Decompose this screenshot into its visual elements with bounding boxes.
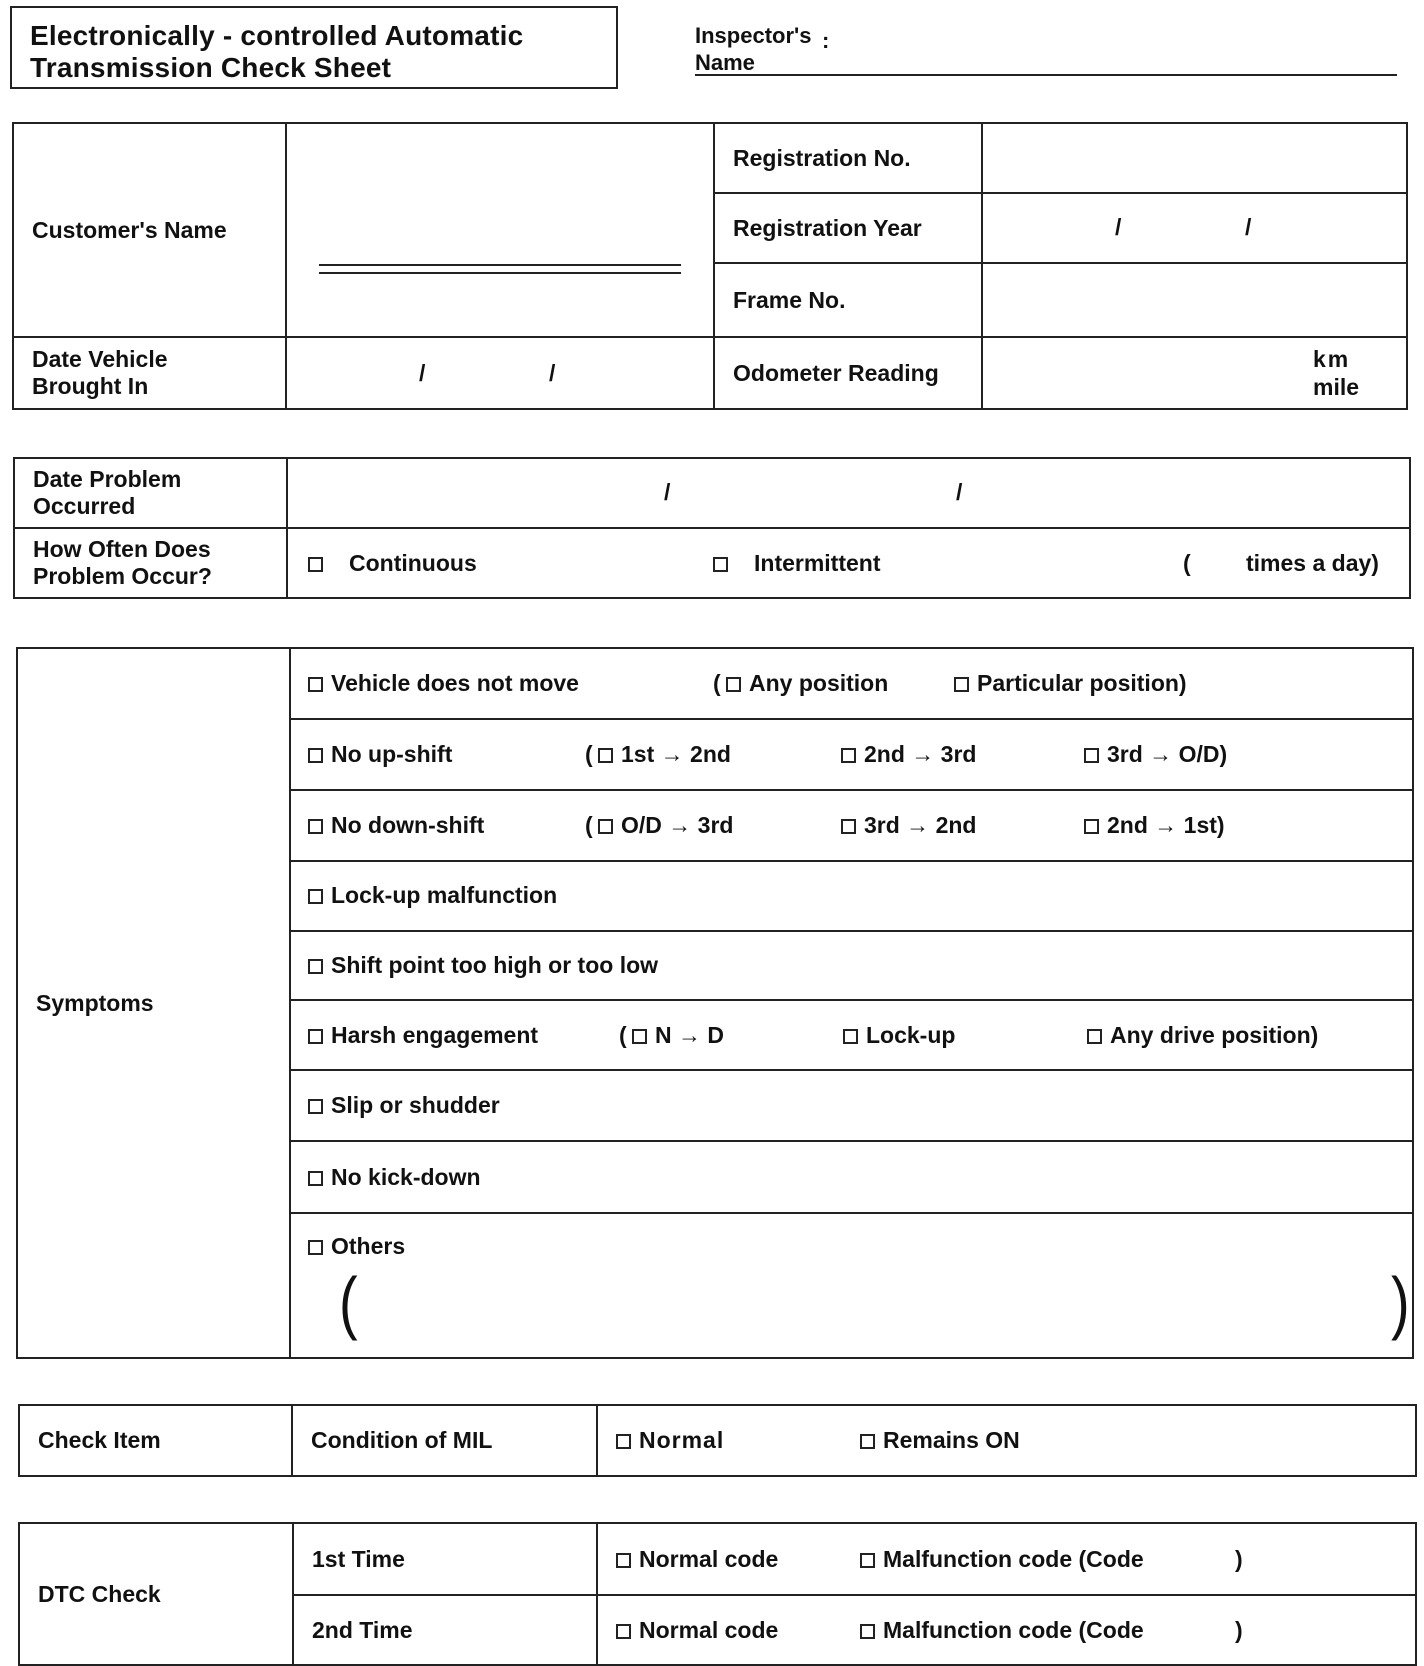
- checkbox[interactable]: [616, 1624, 631, 1639]
- problem-table: [13, 457, 1411, 599]
- option-label: 3rd → 2nd: [864, 812, 977, 838]
- page-title: [30, 20, 523, 84]
- option-1st-2nd[interactable]: [598, 741, 731, 768]
- dtc-second-options: [597, 1595, 1416, 1665]
- symptom-row-others: [290, 1213, 1413, 1358]
- date-brought-sep-2: /: [549, 360, 556, 386]
- how-often-label-line-1: How Often Does: [33, 536, 211, 562]
- symptom-no-kick-down[interactable]: [308, 1164, 481, 1191]
- title-box: [10, 6, 618, 89]
- symptom-harsh-engagement[interactable]: [308, 1022, 538, 1049]
- symptom-vehicle-not-move[interactable]: [308, 670, 579, 697]
- symptom-label: Harsh engagement: [331, 1022, 539, 1048]
- date-brought-label: [13, 337, 286, 409]
- symptoms-label: Symptoms: [17, 648, 290, 1358]
- option-label: Malfunction code (Code: [883, 1617, 1144, 1643]
- symptom-label: Lock-up malfunction: [331, 882, 558, 908]
- intermittent-checkbox[interactable]: [713, 557, 728, 572]
- mil-remains-on-option[interactable]: [860, 1427, 1020, 1454]
- option-od-3rd[interactable]: [598, 812, 733, 839]
- option-label: 2nd → 3rd: [864, 741, 977, 767]
- option-2nd-3rd[interactable]: [841, 741, 976, 768]
- title-line-2: Transmission Check Sheet: [30, 52, 392, 83]
- customer-name-label: Customer's Name: [13, 123, 286, 337]
- checkbox[interactable]: [616, 1434, 631, 1449]
- symptom-row: [290, 861, 1413, 931]
- others-paren-right: ): [1391, 1262, 1410, 1341]
- customer-name-field[interactable]: [286, 123, 714, 337]
- dtc-first-malfunction-option[interactable]: [860, 1546, 1144, 1573]
- checkbox[interactable]: [308, 1099, 323, 1114]
- odometer-unit-mile: mile: [1313, 374, 1360, 400]
- checkbox[interactable]: [726, 677, 741, 692]
- checkbox[interactable]: [616, 1553, 631, 1568]
- dtc-second-normal-option[interactable]: [616, 1617, 778, 1644]
- odometer-label: Odometer Reading: [714, 337, 982, 409]
- option-any-drive-position[interactable]: [1087, 1022, 1318, 1049]
- symptom-label: No up-shift: [331, 741, 453, 767]
- intermittent-label: Intermittent: [754, 550, 881, 576]
- option-any-position[interactable]: [726, 670, 888, 697]
- option-label: Particular position): [977, 670, 1187, 696]
- option-label: Normal code: [639, 1546, 779, 1572]
- symptom-row: [290, 1000, 1413, 1070]
- registration-no-label: Registration No.: [714, 123, 982, 193]
- continuous-label: Continuous: [349, 550, 477, 576]
- date-problem-label-line-1: Date Problem: [33, 466, 182, 492]
- date-problem-field[interactable]: [287, 458, 1410, 528]
- checkbox[interactable]: [308, 819, 323, 834]
- symptoms-table: [16, 647, 1414, 1359]
- symptom-label: No down-shift: [331, 812, 485, 838]
- checkbox[interactable]: [308, 1029, 323, 1044]
- check-item-table: [18, 1404, 1417, 1477]
- checkbox[interactable]: [308, 1171, 323, 1186]
- option-particular-position[interactable]: [954, 670, 1187, 697]
- inspector-label-line-2: Name: [695, 50, 755, 75]
- checkbox[interactable]: [632, 1029, 647, 1044]
- option-3rd-2nd[interactable]: [841, 812, 976, 839]
- checkbox[interactable]: [598, 819, 613, 834]
- option-label: Remains ON: [883, 1427, 1020, 1453]
- dtc-second-malfunction-option[interactable]: [860, 1617, 1144, 1644]
- intermittent-option[interactable]: [713, 550, 881, 577]
- option-2nd-1st[interactable]: [1084, 812, 1225, 839]
- registration-year-field[interactable]: [982, 193, 1407, 263]
- inspector-name-field[interactable]: [695, 74, 1397, 76]
- checkbox[interactable]: [308, 677, 323, 692]
- dtc-first-close-paren: ): [1235, 1546, 1243, 1572]
- name-double-line: [319, 264, 681, 274]
- checkbox[interactable]: [1084, 748, 1099, 763]
- checkbox[interactable]: [860, 1434, 875, 1449]
- checkbox[interactable]: [308, 748, 323, 763]
- times-a-day-label: times a day): [1246, 550, 1379, 576]
- symptom-label: Others: [331, 1233, 406, 1259]
- condition-mil-label: Condition of MIL: [292, 1405, 597, 1476]
- mil-normal-option[interactable]: [616, 1427, 724, 1454]
- date-brought-label-line-2: Brought In: [32, 373, 149, 399]
- continuous-checkbox[interactable]: [308, 557, 323, 572]
- registration-year-sep-2: /: [1245, 214, 1252, 240]
- check-item-label: Check Item: [19, 1405, 292, 1476]
- dtc-first-options: [597, 1523, 1416, 1595]
- inspector-label: [695, 22, 812, 76]
- option-label: 1st → 2nd: [621, 741, 731, 767]
- how-often-options: [287, 528, 1410, 598]
- symptom-row: [290, 790, 1413, 861]
- checkbox[interactable]: [860, 1624, 875, 1639]
- registration-year-sep-1: /: [1115, 214, 1122, 240]
- checkbox[interactable]: [1084, 819, 1099, 834]
- checkbox[interactable]: [1087, 1029, 1102, 1044]
- symptom-row: [290, 1141, 1413, 1213]
- dtc-check-table: [18, 1522, 1417, 1666]
- option-label: Any drive position): [1110, 1022, 1319, 1048]
- how-often-label: [14, 528, 287, 598]
- dtc-second-close-paren: ): [1235, 1617, 1243, 1643]
- date-brought-field[interactable]: [286, 337, 714, 409]
- checkbox[interactable]: [843, 1029, 858, 1044]
- symptom-row: [290, 719, 1413, 790]
- option-label: N → D: [655, 1022, 724, 1048]
- registration-year-label: Registration Year: [714, 193, 982, 263]
- symptom-row: [290, 1070, 1413, 1141]
- dtc-second-time-label: 2nd Time: [293, 1595, 597, 1665]
- dtc-first-time-label: 1st Time: [293, 1523, 597, 1595]
- option-label: 3rd → O/D): [1107, 741, 1228, 767]
- option-label: 2nd → 1st): [1107, 812, 1225, 838]
- date-problem-sep-2: /: [956, 479, 963, 505]
- checkbox[interactable]: [860, 1553, 875, 1568]
- customer-table: [12, 122, 1408, 410]
- inspector-colon: :: [822, 28, 830, 53]
- paren-open: (: [713, 670, 721, 696]
- option-label: Lock-up: [866, 1022, 956, 1048]
- frame-no-label: Frame No.: [714, 263, 982, 337]
- symptom-row: [290, 648, 1413, 719]
- symptom-slip-shudder[interactable]: [308, 1092, 500, 1119]
- paren-open: (: [585, 741, 593, 767]
- symptom-label: Vehicle does not move: [331, 670, 579, 696]
- option-lock-up[interactable]: [843, 1022, 955, 1049]
- frame-no-field[interactable]: [982, 263, 1407, 337]
- symptom-label: No kick-down: [331, 1164, 481, 1190]
- symptom-others[interactable]: [308, 1233, 405, 1260]
- inspector-label-line-1: Inspector's: [695, 23, 812, 48]
- checkbox[interactable]: [598, 748, 613, 763]
- odometer-field[interactable]: [982, 337, 1407, 409]
- paren-open: (: [619, 1022, 627, 1048]
- symptom-lock-up-malfunction[interactable]: [308, 882, 557, 909]
- continuous-option[interactable]: [308, 550, 477, 577]
- others-text-field[interactable]: [361, 1272, 1381, 1342]
- option-label: Normal: [639, 1427, 725, 1453]
- others-paren-left: (: [339, 1262, 358, 1341]
- symptom-shift-point[interactable]: [308, 952, 658, 979]
- symptom-label: Shift point too high or too low: [331, 952, 659, 978]
- registration-no-field[interactable]: [982, 123, 1407, 193]
- symptom-no-down-shift[interactable]: [308, 812, 484, 839]
- option-label: Normal code: [639, 1617, 779, 1643]
- symptom-label: Slip or shudder: [331, 1092, 500, 1118]
- checkbox[interactable]: [308, 889, 323, 904]
- date-problem-label-line-2: Occurred: [33, 493, 136, 519]
- date-brought-label-line-1: Date Vehicle: [32, 346, 168, 372]
- dtc-check-label: DTC Check: [19, 1523, 293, 1665]
- paren-open: (: [585, 812, 593, 838]
- option-label: Malfunction code (Code: [883, 1546, 1144, 1572]
- option-label: Any position: [749, 670, 889, 696]
- symptom-row: [290, 931, 1413, 1000]
- date-brought-sep-1: /: [419, 360, 426, 386]
- checkbox[interactable]: [841, 819, 856, 834]
- dtc-first-normal-option[interactable]: [616, 1546, 778, 1573]
- odometer-unit-km: km: [1313, 346, 1351, 372]
- symptom-no-up-shift[interactable]: [308, 741, 452, 768]
- option-n-d[interactable]: [632, 1022, 724, 1049]
- times-open-paren: (: [1183, 550, 1191, 576]
- how-often-label-line-2: Problem Occur?: [33, 563, 212, 589]
- date-problem-sep-1: /: [664, 479, 671, 505]
- checkbox[interactable]: [308, 959, 323, 974]
- date-problem-label: [14, 458, 287, 528]
- mil-options: [597, 1405, 1416, 1476]
- option-label: O/D → 3rd: [621, 812, 734, 838]
- checkbox[interactable]: [841, 748, 856, 763]
- title-line-1: Electronically - controlled Automatic: [30, 20, 524, 51]
- checkbox[interactable]: [954, 677, 969, 692]
- option-3rd-od[interactable]: [1084, 741, 1227, 768]
- checkbox[interactable]: [308, 1240, 323, 1255]
